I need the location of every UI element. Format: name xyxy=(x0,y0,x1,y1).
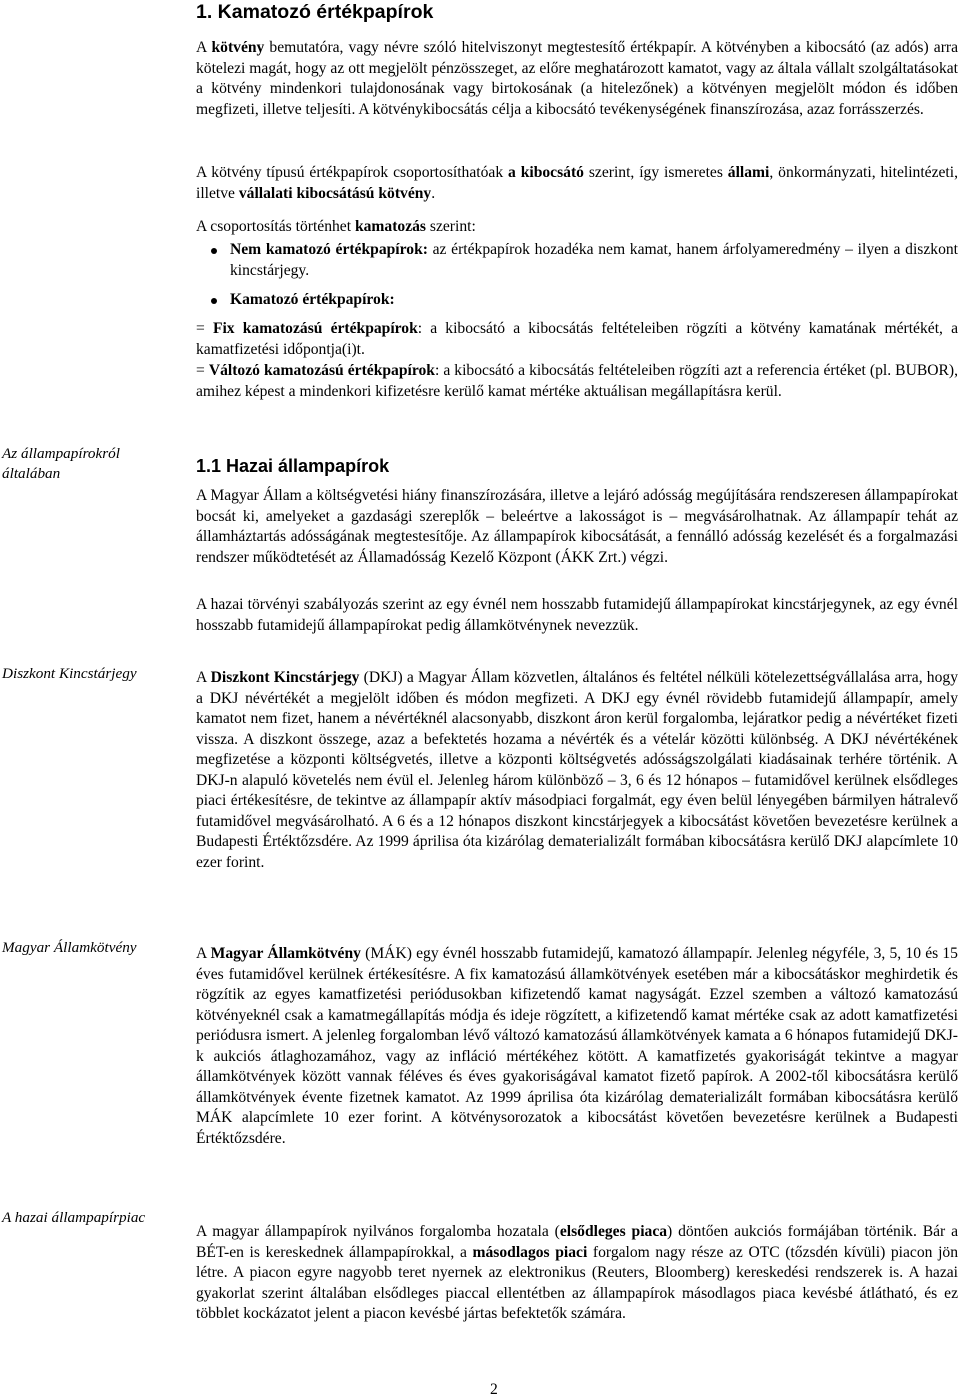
paragraph-kotveny-definition: A kötvény bemutatóra, vagy névre szóló hitelviszonyt megtestesítő értékpapír. A kötvényben a kibocsátó (az adós) arra kötelezi magát, hogy az ott megjelölt pénzösszeget, az előre meghatározott kamatot, vagy az általa vállalt szolgáltatásokat a kötvény mindenkori tulajdonosának vagy birtokosának (a hitelezőnek) a kötvényen megjelölt módon és időben megfizeti, illetve teljesíti. A kötvénykibocsátás célja a kibocsátó tevékenységének finanszírozása, azaz forrásszerzés. xyxy=(196,39,958,118)
section-heading: 1. Kamatozó értékpapírok xyxy=(196,1,434,23)
paragraph-torvenyi-szabalyozas: A hazai törvényi szabályozás szerint az egy évnél nem hosszabb futamidejű állampapírokat kincstárjegynek, az egy évnél hosszabb futamidejű állampapírokat pedig államkötvénynek nevezzük. xyxy=(196,596,958,634)
paragraph-dkj: A Diszkont Kincstárjegy (DKJ) a Magyar Állam közvetlen, általános és feltétel nélküli kötelezettségvállalása arra, hogy a DKJ névértékét a megjelölt időben és módon megfizeti. A DKJ egy évnél rövidebb futamidejű állampapír, amely kamatot nem fizet, hanem a névértéknél alacsonyabb, diszkont áron kerül forgalomba, lejáratkor pedig a névértéket fizeti vissza. A diszkont összege, azaz a befektetés hozama a névérték és a vételár közötti különbség. A DKJ névértékének megfizetése a központi költségvetés, illetve a központi költségvetés adósságszolgálati kiadásainak terhére történik. A DKJ-n alapuló követelés nem évül el. Jelenleg három különböző – 3, 6 és 12 hónapos – futamidővel kerülnek elsődleges piaci értékesítésre, de tekintve az állampapír aktív másodpiaci forgalmát, egy éven belül lényegében bármilyen hátralevő futamidővel megvásárolható. A 6 és a 12 hónapos diszkont kincstárjegyek a kibocsátást követően bevezetésre kerülnek a Budapesti Értéktőzsdére. Az 1999 áprilisa óta kizárólag dematerializált formában kibocsátásra kerülő DKJ alapcímlete 10 ezer forint. xyxy=(196,669,958,871)
document-page: 1. Kamatozó értékpapírok A kötvény bemutatóra, vagy névre szóló hitelviszonyt megtestesítő értékpapír. A kötvényben a kibocsátó (az adós) arra kötelezi magát, hogy az ott megjelölt pénzösszeget, az előre meghatározott kamatot, vagy az általa vállalt szolgáltatásokat a kötvény mindenkori tulajdonosának vagy birtokosának (a hitelezőnek) a kötvényen megjelölt módon és időben megfizeti, illetve teljesíti. A kötvénykibocsátás célja a kibocsátó tevékenységének finanszírozása, azaz forrásszerzés. A kötvény típusú értékpapírok csoportosíthatóak a kibocsátó szerint, így ismeretes állami, önkormányzati, hitelintézeti, illetve vállalati kibocsátású kötvény. A csoportosítás történhet kamatozás szerint: Nem kamatozó értékpapírok: az értékpapírok hozadéka nem kamat, hanem árfolyameredmény – ilyen a diszkont kincstárjegy. Kamatozó értékpapírok: = Fix kamatozású értékpapírok: a kibocsátó a kibocsátás feltételeiben rögzíti a kötvény kamatának mértékét, a kamatfizetési időpontja(i)t. = Változó kamatozású értékpapírok: a kibocsátó a kibocsátás feltételeiben rögzíti azt a referencia értéket (pl. BUBOR), amihez képest a mindenkori kifizetésre kerülő kamat mértéke aktuálisan megállapításra kerül. 1.1 Hazai állampapírok A Magyar Állam a költségvetési hiány finanszírozására, illetve a lejáró adósság megújítására rendszeresen állampapírokat bocsát ki, amelyeket a gazdasági szereplők – beleértve a lakosságot is – megvásárolhatnak. Az állampapír tehát az államháztartás adósságának megtestesítője. Az állampapírok kibocsátását, a fennálló adósság kezelését és a forgalmazási rendszer működtetését az Államadósság Kezelő Központ (ÁKK Zrt.) végzi. A hazai törvényi szabályozás szerint az egy évnél nem hosszabb futamidejű állampapírokat kincstárjegynek, az egy évnél hosszabb futamidejű állampapírokat pedig államkötvénynek nevezzük. A Diszkont Kincstárjegy (DKJ) a Magyar Állam közvetlen, általános és feltétel nélküli kötelezettségvállalása arra, hogy a DKJ névértékét a megjelölt időben és módon megfizeti. A DKJ egy évnél rövidebb futamidejű állampapír, amely kamatot nem fizet, hanem a névértéknél alacsonyabb, diszkont áron kerül forgalomba, lejáratkor pedig a névértéket fizeti vissza. A diszkont összege, azaz a befektetés hozama a névérték és a vételár közötti különbség. A DKJ névértékének megfizetése a központi költségvetés, illetve a központi költségvetés adósságszolgálati kiadásainak terhére történik. A DKJ-n alapuló követelés nem évül el. Jelenleg három különböző – 3, 6 és 12 hónapos – futamidővel kerülnek elsődleges piaci értékesítésre, de tekintve az állampapír aktív másodpiaci forgalmát, egy éven belül lényegében bármilyen hátralevő futamidővel megvásárolható. A 6 és a 12 hónapos diszkont kincstárjegyek a kibocsátást követően bevezetésre kerülnek a Budapesti Értéktőzsdére. Az 1999 áprilisa óta kizárólag dematerializált formában kibocsátásra kerülő DKJ alapcímlete 10 ezer forint. A Magyar Államkötvény (MÁK) egy évnél hosszabb futamidejű, kamatozó állampapír. Jelenleg négyféle, 3, 5, 10 és 15 éves futamidővel kerülnek értékesítésre. A fix kamatozású államkötvények esetében már a kibocsátáskor meghirdetik és rögzítik az egyes kamatfizetési periódusokban kifizetendő kamat nagyságát. Ezzel szemben a változó kamatozású kötvényeknél csak a kamatmegállapítás módja és ideje rögzített, a kifizetendő kamat mértéke csak az adott kamatfizetési periódusra ismert. A jelenleg forgalomban lévő változó kamatozású államkötvények kamata a 6 hónapos futamidejű DKJ-k aukciós átlaghozamához, vagy az infláció mértékéhez kötött. A kamatfizetés gyakoriságát tekintve a magyar államkötvények között vannak féléves és éves gyakoriságával kamatot fizető papírok. A 2002-től kibocsátásra kerülő államkötvények évente fizetnek kamatot. Az 1999 áprilisa óta kizárólag dematerializált formában kibocsátásra kerülő MÁK alapcímlete 10 ezer forint. A kötvénysorozatok a kibocsátást követően bevezetésre kerülnek a Budapesti Értéktőzsdére. A magyar állampapírok nyilvános forgalomba hozatala (elsődleges piaca) döntően aukciós formájában történik. Bár a BÉT-en is kereskednek állampapírokkal, a másodlagos piaci forgalom nagy része az OTC (tőzsdén kívüli) piacon jön létre. A piacon egyre nagyobb teret nyernek az elektronikus (Reuters, Bloomberg) kereskedési rendszerek is. A hazai gyakorlat szerint általában elsődleges piaccal ellentétben az állampapírok másodlagos piaca kevésbé átlátható, és ez többlet kockázatot jelent a piacon kevésbé jártas befektetők számára. Az állampapírokról általában Diszkont Kincstárjegy Magyar Államkötvény A hazai állampapírpiac 2 xyxy=(2,1,958,1398)
subsection-heading: 1.1 Hazai állampapírok xyxy=(196,456,390,476)
margin-note-allampapirok: Az állampapírokról általában xyxy=(2,445,120,482)
margin-note-hazai-piac: A hazai állampapírpiac xyxy=(2,1209,146,1226)
paragraph-kamatozas-grouping: A csoportosítás történhet kamatozás szerint: xyxy=(196,218,476,235)
bullet-icon xyxy=(211,298,217,304)
bullet-icon xyxy=(211,248,217,254)
paragraph-hazai-piac: A magyar állampapírok nyilvános forgalomba hozatala (elsődleges piaca) döntően aukciós formájában történik. Bár a BÉT-en is kereskednek állampapírokkal, a másodlagos piaci forgalom nagy része az OTC (tőzsdén kívüli) piacon jön létre. A piacon egyre nagyobb teret nyernek az elektronikus (Reuters, Bloomberg) kereskedési rendszerek is. A hazai gyakorlat szerint általában elsődleges piaccal ellentétben az állampapírok másodlagos piaca kevésbé átlátható, és ez többlet kockázatot jelent a piacon kevésbé jártas befektetők számára. xyxy=(196,1223,958,1322)
page-number: 2 xyxy=(490,1381,498,1398)
paragraph-valtozo-kamatozasu: = Változó kamatozású értékpapírok: a kibocsátó a kibocsátás feltételeiben rögzíti azt a referencia értéket (pl. BUBOR), amihez képest a mindenkori kifizetésre kerülő kamat mértéke aktuálisan megállapításra kerül. xyxy=(196,362,958,400)
margin-note-dkj: Diszkont Kincstárjegy xyxy=(2,665,137,682)
paragraph-mak: A Magyar Államkötvény (MÁK) egy évnél hosszabb futamidejű, kamatozó állampapír. Jelenleg négyféle, 3, 5, 10 és 15 éves futamidővel kerülnek értékesítésre. A fix kamatozású államkötvények esetében már a kibocsátáskor meghirdetik és rögzítik az egyes kamatfizetési periódusokban kifizetendő kamat nagyságát. Ezzel szemben a változó kamatozású kötvényeknél csak a kamatmegállapítás módja és ideje rögzített, a kifizetendő kamat mértéke csak az adott kamatfizetési periódusra ismert. A jelenleg forgalomban lévő változó kamatozású államkötvények kamata a 6 hónapos futamidejű DKJ-k aukciós átlaghozamához, vagy az infláció mértékéhez kötött. A kamatfizetés gyakoriságát tekintve a magyar államkötvények között vannak féléves és éves gyakoriságával kamatot fizető papírok. A 2002-től kibocsátásra kerülő államkötvények évente fizetnek kamatot. Az 1999 áprilisa óta kizárólag dematerializált formában kibocsátásra kerülő MÁK alapcímlete 10 ezer forint. A kötvénysorozatok a kibocsátást követően bevezetésre kerülnek a Budapesti Értéktőzsdére. xyxy=(196,945,958,1147)
paragraph-kibocsato-grouping: A kötvény típusú értékpapírok csoportosíthatóak a kibocsátó szerint, így ismeretes állami, önkormányzati, hitelintézeti, illetve vállalati kibocsátású kötvény. xyxy=(196,164,958,202)
paragraph-allampapirok-altalaban: A Magyar Állam a költségvetési hiány finanszírozására, illetve a lejáró adósság megújítására rendszeresen állampapírokat bocsát ki, amelyeket a gazdasági szereplők – beleértve a lakosságot is – megvásárolhatnak. Az állampapír tehát az államháztartás adósságának megtestesítője. Az állampapírok kibocsátását, a fennálló adósság kezelését és a forgalmazási rendszer működtetését az Államadósság Kezelő Központ (ÁKK Zrt.) végzi. xyxy=(196,487,958,566)
margin-note-mak: Magyar Államkötvény xyxy=(2,939,137,956)
paragraph-fix-kamatozasu: = Fix kamatozású értékpapírok: a kibocsátó a kibocsátás feltételeiben rögzíti a kötvény kamatának mértékét, a kamatfizetési időpontja(i)t. xyxy=(196,320,958,358)
